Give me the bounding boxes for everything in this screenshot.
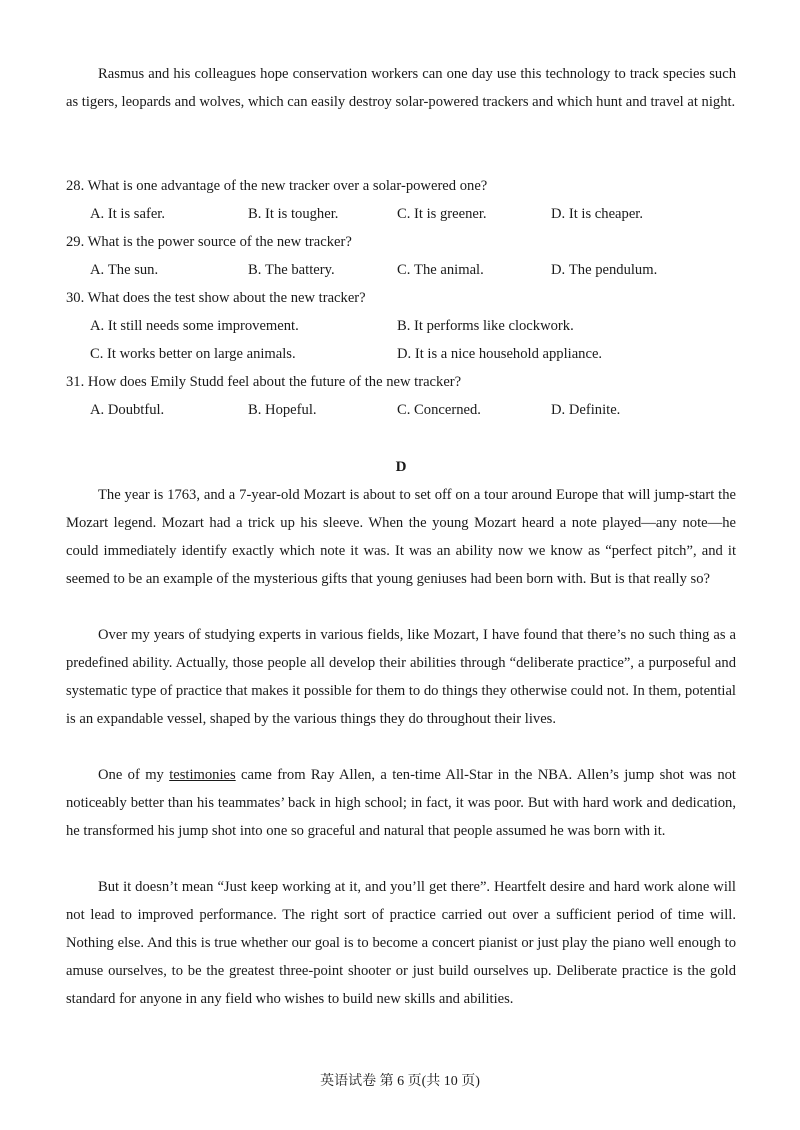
passage-d-title: D — [395, 459, 407, 475]
option-31-a: A. Doubtful. — [90, 402, 165, 418]
option-29-a: A. The sun. — [90, 262, 159, 278]
option-31-c: C. Concerned. — [397, 402, 481, 418]
question-number: 31. — [66, 374, 85, 390]
question-text: How does Emily Studd feel about the future of the new tracker? — [87, 374, 462, 390]
question-text: What is one advantage of the new tracker over a solar-powered one? — [87, 178, 488, 194]
option-31-b: B. Hopeful. — [248, 402, 317, 418]
passage-d-paragraph-3: One of my testimonies came from Ray Allen, a ten-time All-Star in the NBA. Allen’s jump shot was not noticeably better than his teammates’ back in high school; in fact, it was poor. But with hard work and dedication, he transformed his jump shot into one so graceful and natural that people assumed he was born with it. — [66, 767, 736, 839]
page-footer: 英语试卷 第 6 页(共 10 页) — [320, 1074, 480, 1089]
option-28-d: D. It is cheaper. — [551, 206, 644, 222]
passage-d-paragraph-1: The year is 1763, and a 7-year-old Mozart is about to set off on a tour around Europe that will jump-start the Mozart legend. Mozart had a trick up his sleeve. When the young Mozart heard a note played—any note—he could immediately identify exactly which note it was. It was an ability now we know as “perfect pitch”, and it seemed to be an example of the mysterious gifts that young geniuses had been born with. But is that really so? — [66, 487, 736, 587]
question-29 — [66, 228, 736, 256]
question-number: 28. — [66, 178, 85, 194]
passage-d-paragraph-2: Over my years of studying experts in various fields, like Mozart, I have found that there’s no such thing as a predefined ability. Actually, those people all develop their abilities through “deliberate practice”, a purposeful and systematic type of practice that makes it possible for them to do things they otherwise could not. In them, potential is an expandable vessel, shaped by the various things they do throughout their lives. — [66, 627, 736, 727]
option-29-b: B. The battery. — [248, 262, 335, 278]
passage-d-paragraph-4: But it doesn’t mean “Just keep working at it, and you’ll get there”. Heartfelt desire and hard work alone will not lead to improved performance. The right sort of practice carried out over a sufficient period of time will. Nothing else. And this is true whether our goal is to become a concert pianist or just play the piano well enough to amuse ourselves, to be the greatest three-point shooter or just build ourselves up. Deliberate practice is the gold standard for anyone in any field who wishes to build new skills and abilities. — [66, 879, 736, 1007]
question-31 — [66, 368, 736, 396]
passage-c-ending-paragraph: Rasmus and his colleagues hope conservation workers can one day use this technology to track species such as tigers, leopards and wolves, which can easily destroy solar-powered trackers and which hunt and travel at night. — [66, 66, 736, 110]
option-30-a: A. It still needs some improvement. — [90, 318, 299, 334]
option-28-b: B. It is tougher. — [248, 206, 339, 222]
underlined-word-testimonies: testimonies — [169, 767, 236, 783]
question-text: What is the power source of the new tracker? — [87, 234, 352, 250]
option-30-c: C. It works better on large animals. — [90, 346, 296, 362]
question-number: 30. — [66, 290, 85, 306]
option-30-d: D. It is a nice household appliance. — [397, 346, 603, 362]
question-text: What does the test show about the new tracker? — [87, 290, 366, 306]
option-29-c: C. The animal. — [397, 262, 484, 278]
question-28 — [66, 172, 736, 200]
option-28-a: A. It is safer. — [90, 206, 166, 222]
option-29-d: D. The pendulum. — [551, 262, 658, 278]
option-30-b: B. It performs like clockwork. — [397, 318, 574, 334]
question-number: 29. — [66, 234, 85, 250]
question-30 — [66, 284, 736, 312]
option-28-c: C. It is greener. — [397, 206, 487, 222]
option-31-d: D. Definite. — [551, 402, 621, 418]
